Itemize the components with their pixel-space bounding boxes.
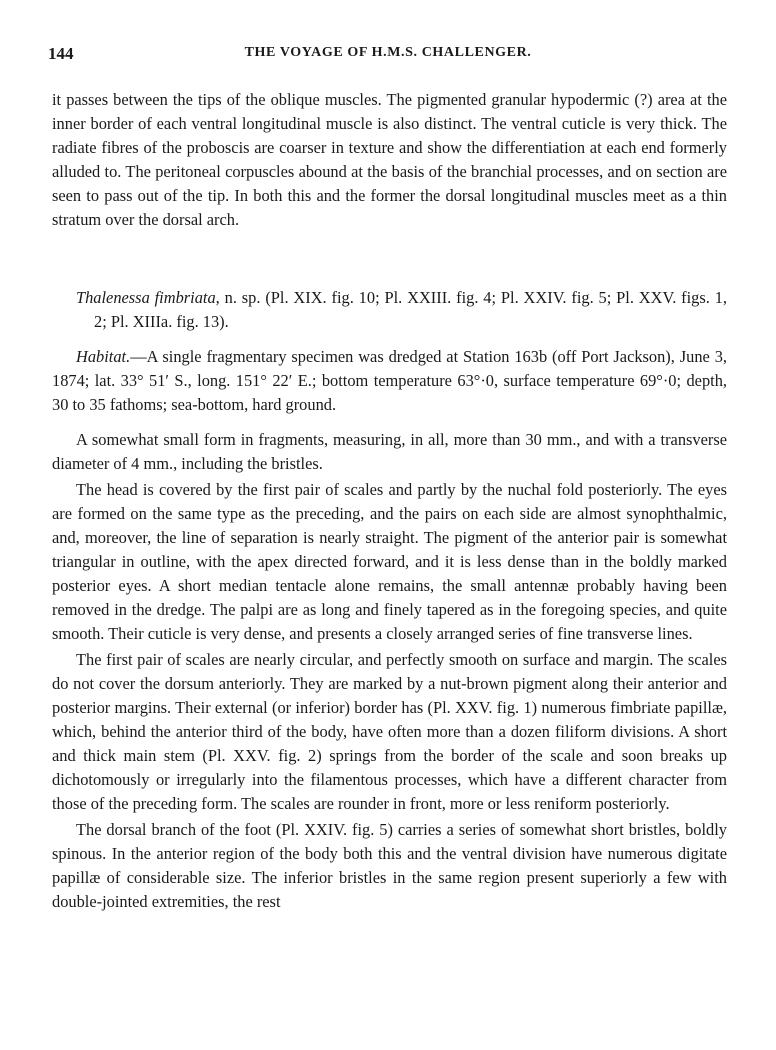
species-entry <box>52 286 727 334</box>
habitat-label: Habitat. <box>76 347 131 366</box>
page-header <box>48 44 728 68</box>
body-paragraph: A somewhat small form in fragments, measuring, in all, more than 30 mm., and with a transverse diameter of 4 mm., including the bristles. <box>52 430 727 473</box>
intro-block <box>52 88 727 232</box>
body-text <box>52 428 727 914</box>
intro-paragraph: it passes between the tips of the oblique muscles. The pigmented granular hypodermic (?) area at the inner border of each ventral longitudinal muscle is also distinct. The ventral cuticle is very thick. The radiate fibres of the proboscis are coarser in texture and show the differentiation at each end formerly alluded to. The peritoneal corpuscles abound at the basis of the branchial processes, and on section are seen to pass out of the tip. In both this and the former the dorsal longitudinal muscles meet as a thin stratum over the dorsal arch. <box>52 90 727 229</box>
page-number: 144 <box>48 44 74 63</box>
body-paragraph: The dorsal branch of the foot (Pl. XXIV. fig. 5) carries a series of somewhat short bristles, boldly spinous. In the anterior region of the body both this and the ventral division have numerous digitate papillæ of considerable size. The inferior bristles in the same region present superiorly a few with double-jointed extremities, the rest <box>52 820 727 911</box>
habitat-block <box>52 345 727 417</box>
body-paragraph: The head is covered by the first pair of scales and partly by the nuchal fold posteriorly. The eyes are formed on the same type as the preceding, and the pairs on each side are almost synophthalmic, and, moreover, the line of separation is nearly straight. The pigment of the anterior pair is somewhat triangular in outline, with the apex directed forward, and it is less dense than in the boldly marked posterior eyes. A short median tentacle alone remains, the small antennæ probably having been removed in the dredge. The palpi are as long and finely tapered as in the foregoing species, and quite smooth. Their cuticle is very dense, and presents a closely arranged series of fine transverse lines. <box>52 480 727 643</box>
body-paragraph: The first pair of scales are nearly circular, and perfectly smooth on surface and margin. The scales do not cover the dorsum anteriorly. They are marked by a nut-brown pigment along their anterior and posterior margins. Their external (or inferior) border has (Pl. XXV. fig. 1) numerous fimbriate papillæ, which, behind the anterior third of the body, have often more than a dozen filiform divisions. A short and thick main stem (Pl. XXV. fig. 2) springs from the border of the scale and soon breaks up dichotomously or irregularly into the filamentous processes, which have a different character from those of the preceding form. The scales are rounder in front, more or less reniform posteriorly. <box>52 650 727 813</box>
species-heading <box>52 286 727 334</box>
species-references: , n. sp. (Pl. XIX. fig. 10; Pl. XXIII. fig. 4; Pl. XXIV. fig. 5; Pl. XXV. figs. 1, 2; Pl. XIIIa. fig. 13). <box>94 288 727 331</box>
species-name: Thalenessa fimbriata <box>76 288 216 307</box>
running-title: THE VOYAGE OF H.M.S. CHALLENGER. <box>244 45 532 60</box>
habitat-text: —A single fragmentary specimen was dredged at Station 163b (off Port Jackson), June 3, 1874; lat. 33° 51′ S., long. 151° 22′ E.; bottom temperature 63°·0, surface temperature 69°·0; depth, 30 to 35 fathoms; sea-bottom, hard ground. <box>52 347 727 414</box>
habitat-paragraph <box>52 345 727 417</box>
